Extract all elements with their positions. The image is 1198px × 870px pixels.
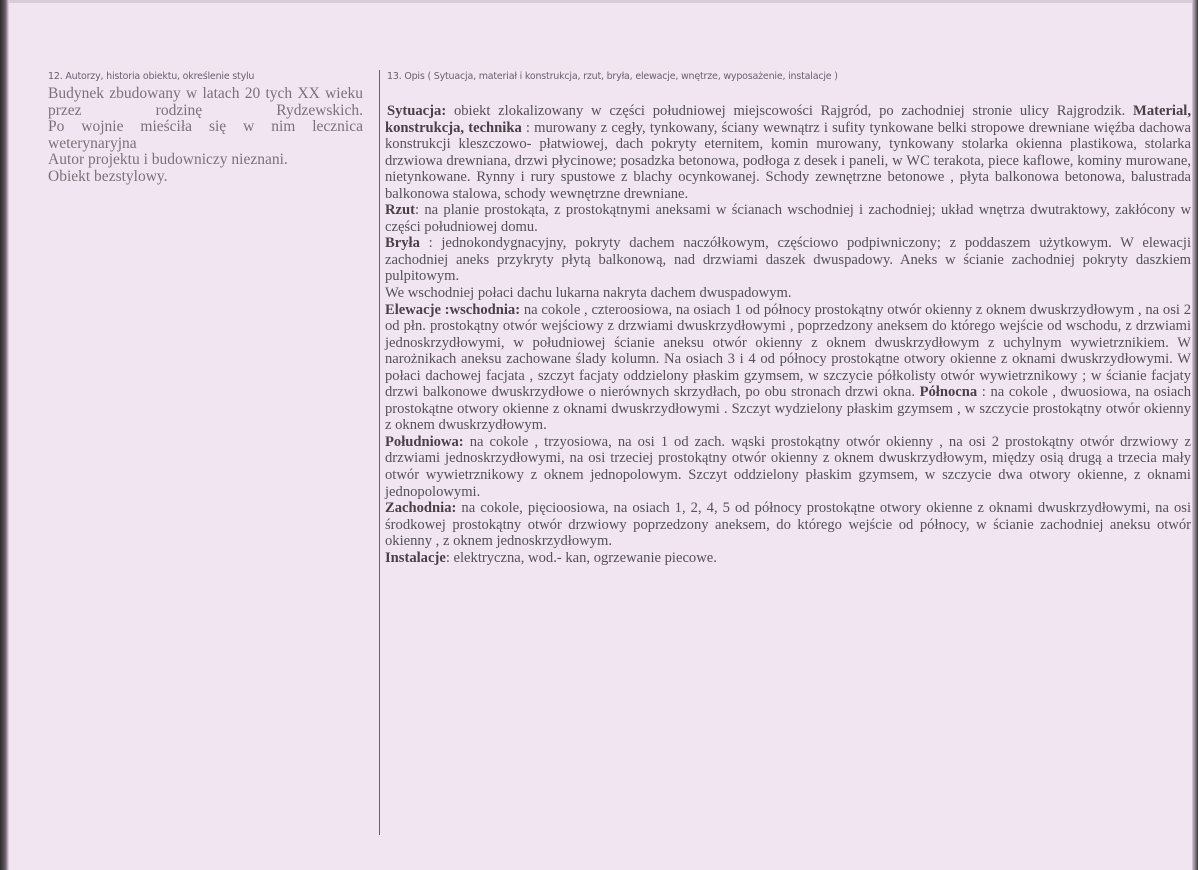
scan-edge-top (0, 0, 1198, 3)
text-line: Obiekt bezstylowy. (48, 167, 168, 185)
scan-edge-right (1192, 0, 1198, 870)
paragraph-text: We wschodniej połaci dachu lukarna nakryta dachem dwuspadowym. (385, 285, 792, 302)
description-paragraph (385, 500, 1191, 550)
paragraph-text: : elektryczna, wod.- kan, ogrzewanie piecowe. (445, 549, 717, 566)
paragraph-text: : na planie prostokąta, z prostokątnymi aneksami w ścianach wschodniej i zachodniej; układ wnętrza dwutraktowy, zakłócony w części południowej domu. (385, 202, 1191, 235)
paragraph-heading: Rzut (385, 202, 415, 219)
description-paragraph (385, 550, 1191, 567)
paragraph-heading: Elewacje :wschodnia: (385, 301, 521, 318)
paragraph-heading: Instalacje (385, 549, 446, 566)
text-line: Po wojnie mieściła się w nim lecznica weterynaryjna (48, 118, 363, 152)
section-13-body (385, 103, 1191, 566)
text-line: Budynek zbudowany w latach 20 tych XX wieku przez rodzinę Rydzewskich. (48, 85, 363, 119)
description-paragraph (385, 434, 1191, 500)
paragraph-heading: Sytuacja: (387, 103, 447, 119)
section-12-body (48, 86, 363, 186)
section-13-header: 13. Opis ( Sytuacja, materiał i konstrukcja, rzut, bryła, elewacje, wnętrze, wyposażenie, instalacje ) (387, 71, 838, 82)
paragraph-text: : murowany z cegły, tynkowany, ściany wewnątrz i sufity tynkowane belki stropowe drewniane więźba dachowa konstrukcji kleszczowo- płatwiowej, dach pokryty eternitem, komin murowany, tynkowany stolarka okienna plastikowa, stolarka drzwiowa drewniana, drzwi płycinowe; posadzka betonowa, podłoga z desek i paneli, w WC terakota, piece kaflowe, kominy murowane, nietynkowane. Rynny i rury spustowe z blachy ocynkowanej. Schody zewnętrzne betonowe , płyta balkonowa betonowa, balustrada balkonowa stalowa, schody wewnętrzne drewniane. (385, 119, 1191, 202)
description-paragraph (385, 285, 1191, 302)
description-paragraph (385, 235, 1191, 285)
paragraph-text: na cokole, pięcioosiowa, na osiach 1, 2, 4, 5 od północy prostokątne otwory okienne z oknami dwuskrzydłowymi, na osi środkowej prostokątny otwór drzwiowy poprzedzony aneksem, do którego wejście od północy, w ścianie zachodniej aneksu otwór okienny , z oknem jednoskrzydłowym. (385, 500, 1191, 550)
paragraph-heading: Południowa: (385, 433, 464, 450)
paragraph-text: : na cokole , dwuosiowa, na osiach prostokątne otwory okienne z oknami dwuskrzydłowymi . Szczyt wydzielony płaskim gzymsem , w szczycie prostokątny otwór okienny z oknem dwuskrzydłowym. (385, 384, 1191, 434)
paragraph-heading: Północna (919, 384, 978, 401)
description-paragraph (385, 202, 1191, 235)
paragraph-heading: Material, konstrukcja, technika (385, 103, 1191, 136)
description-paragraph (385, 103, 1191, 202)
paragraph-text: obiekt zlokalizowany w części południowej miejscowości Rajgród, po zachodniej stronie ulicy Rajgrodzik. (446, 103, 1134, 119)
paragraph-text: : jednokondygnacyjny, pokryty dachem naczółkowym, częściowo podpiwniczony; z poddaszem użytkowym. W elewacji zachodniej aneks przykryty płytą balkonową, nad drzwiami daszek dwuspadowy. Aneks w ścianie zachodniej pokryty daszkiem pulpitowym. (385, 235, 1191, 285)
scan-edge-left (0, 0, 9, 870)
paragraph-text: na cokole , trzyosiowa, na osi 1 od zach. wąski prostokątny otwór okienny , na osi 2 prostokątny otwór drzwiowy z drzwiami jednoskrzydłowymi, na osi trzeciej prostokątny otwór okienny z oknem dwuskrzydłowym, między osią drugą a trzecia mały otwór wywietrznikowy z oknem jednopolowym. Szczyt oddzielony płaskim gzymsem, w szczycie dwa otwory okienne, z oknami jednopolowymi. (385, 433, 1191, 500)
text-line: Autor projektu i budowniczy nieznani. (48, 151, 288, 169)
column-divider (379, 70, 380, 835)
paragraph-heading: Bryła (385, 235, 420, 252)
section-12-header: 12. Autorzy, historia obiektu, określenie stylu (48, 71, 255, 82)
paragraph-text: na cokole , czteroosiowa, na osiach 1 od północy prostokątny otwór okienny z oknem dwuskrzydłowym , na osi 2 od płn. prostokątny otwór wejściowy z drzwiami dwuskrzydłowymi , poprzedzony aneksem do którego wejście od wschodu, z drzwiami jednoskrzydłowymi, w południowej ścianie aneksu otwór okienny z oknem dwuskrzydłowym z uchylnym wywietrznikiem. W narożnikach aneksu zachowane ślady kolumn. Na osiach 3 i 4 od północy prostokątne otwory okienne z oknami dwuskrzydłowymi. W połaci dachowej facjata , szczyt facjaty oddzielony płaskim gzymsem, w szczycie półkolisty otwór wywietrznikowy ; w ścianie facjaty drzwi balkonowe dwuskrzydłowe o nierównych skrzydłach, po obu stronach drzwi okna. (385, 301, 1191, 401)
description-paragraph (385, 302, 1191, 434)
paragraph-heading: Zachodnia: (385, 500, 457, 517)
